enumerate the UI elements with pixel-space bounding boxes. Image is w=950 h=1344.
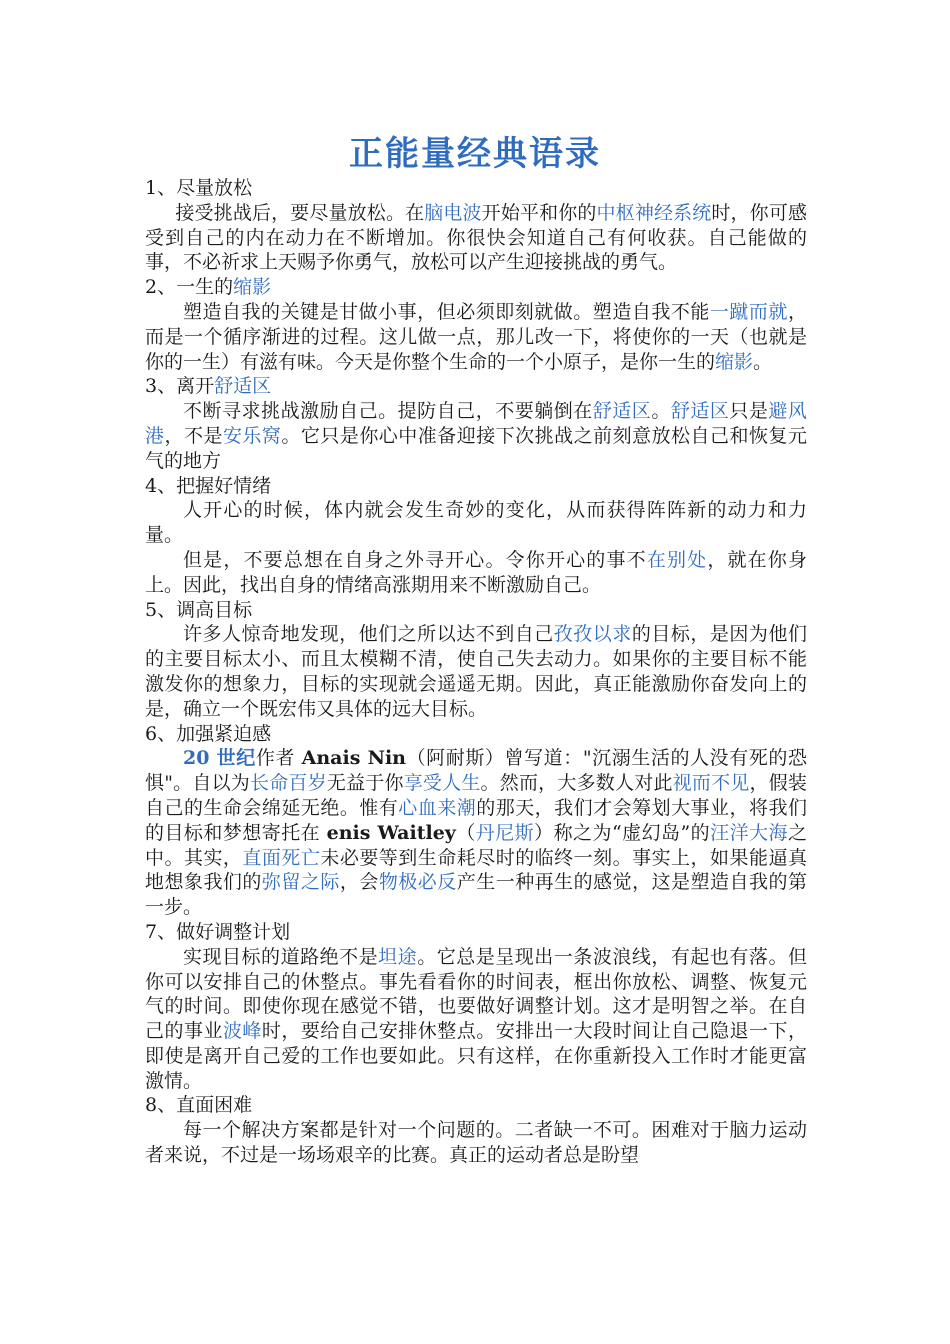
text-run: 5、调高目标: [145, 598, 253, 621]
hyperlink[interactable]: 享受人生: [403, 772, 481, 795]
hyperlink[interactable]: 脑电波: [424, 201, 482, 224]
text-run: 7、做好调整计划: [145, 920, 291, 943]
section-paragraph: [145, 746, 807, 920]
section-paragraph: [145, 622, 807, 721]
section-heading: [145, 176, 807, 201]
hyperlink[interactable]: 舒适区: [670, 400, 730, 423]
hyperlink[interactable]: 在别处: [646, 548, 708, 571]
hyperlink[interactable]: 丹尼斯: [475, 821, 535, 844]
text-run: 1、尽量放松: [145, 177, 253, 199]
hyperlink[interactable]: 舒适区: [214, 375, 272, 398]
hyperlink[interactable]: 直面死亡: [242, 846, 321, 869]
hyperlink[interactable]: 一蹴而就: [709, 300, 788, 323]
hyperlink[interactable]: 视而不见: [672, 772, 750, 795]
text-run: ，而是一个循序渐进的过程。这儿做一点，那儿改一下，将使你的一天（也就是你的一生）有滋有味。今天是你整个生命的一个小原子，是你一生的: [145, 300, 807, 373]
hyperlink[interactable]: 汪洋大海: [710, 821, 788, 844]
section-paragraph: [145, 548, 807, 598]
hyperlink[interactable]: 波峰: [222, 1020, 262, 1043]
section-heading: [145, 722, 807, 747]
text-run: 未必要等到生命耗尽时的临终一刻。事实上，如果能逼真地想象我们的: [145, 846, 807, 894]
document-body: [145, 176, 807, 1168]
text-run: ，会: [339, 871, 379, 894]
section-heading: [145, 374, 807, 399]
section-paragraph: [145, 498, 807, 548]
section-heading: [145, 275, 807, 300]
text-run: 人开心的时候，体内就会发生奇妙的变化，从而获得阵阵新的动力和力量。: [145, 499, 807, 547]
text-run: 产生一种再生的感觉，这是塑造自我的第一步。: [145, 871, 807, 919]
text-run: ，不是: [164, 424, 223, 447]
text-run: 但是，不要总想在自身之外寻开心。令你开心的事不: [183, 548, 647, 571]
text-run: 作者: [255, 747, 302, 770]
text-run: 之中。其实，: [145, 821, 807, 869]
hyperlink[interactable]: 中枢神经系统: [596, 201, 712, 224]
hyperlink[interactable]: 舒适区: [592, 400, 652, 423]
text-run: ，假装自己的生命会绵延无绝。惟有: [145, 772, 807, 819]
text-run: 每一个解决方案都是针对一个问题的。二者缺一不可。困难对于脑力运动者来说，不过是一场场艰辛的比赛。真正的运动者总是盼望: [145, 1119, 807, 1167]
text-run: 。然而，大多数人对此: [480, 772, 673, 795]
hyperlink[interactable]: 避风港: [145, 400, 807, 447]
text-run: 实现目标的道路绝不是: [183, 945, 379, 968]
hyperlink[interactable]: 心血来潮: [398, 796, 477, 819]
hyperlink[interactable]: 长命百岁: [250, 772, 327, 795]
text-run: Anais Nin: [301, 747, 406, 770]
text-run: 开始平和你的: [481, 201, 597, 224]
text-run: 不断寻求挑战激励自己。提防自己，不要躺倒在: [183, 400, 593, 423]
text-run: 。它只是你心中准备迎接下次挑战之前刻意放松自己和恢复元气的地方: [145, 424, 807, 472]
hyperlink[interactable]: 20 世纪: [183, 747, 256, 770]
section-heading: [145, 598, 807, 623]
document-title: 正能量经典语录: [349, 134, 601, 174]
text-run: 4、把握好情绪: [145, 474, 272, 497]
text-run: （阿耐斯）曾写道："沉溺生活的人没有死的恐惧"。自以为: [145, 747, 807, 795]
text-run: （: [455, 821, 476, 844]
hyperlink[interactable]: 坦途: [378, 945, 418, 968]
text-run: 。: [753, 350, 773, 373]
section-heading: [145, 474, 807, 499]
text-run: 8、直面困难: [145, 1094, 253, 1117]
text-run: 6、加强紧迫感: [145, 722, 272, 745]
text-run: 。: [651, 400, 671, 423]
section-paragraph: [145, 945, 807, 1094]
section-paragraph: [145, 399, 807, 473]
hyperlink[interactable]: 物极必反: [378, 871, 457, 894]
text-run: 2、一生的: [145, 276, 234, 299]
hyperlink[interactable]: 安乐窝: [222, 424, 282, 447]
section-paragraph: [145, 300, 807, 374]
section-heading: [145, 920, 807, 945]
text-run: 时，要给自己安排休整点。安排出一大段时间让自己隐退一下，即使是离开自己爱的工作也要如此。只有这样，在你重新投入工作时才能更富激情。: [145, 1020, 807, 1092]
text-run: 的那天，我们才会筹划大事业，将我们的目标和梦想寄托在: [145, 796, 807, 844]
section-paragraph: [145, 201, 807, 275]
text-run: 的目标，是因为他们的主要目标太小、而且太模糊不清，使自己失去动力。如果你的主要目标不能激发你的想象力，目标的实现就会遥遥无期。因此，真正能激励你奋发向上的是，确立一个既宏伟又具体的远大目标。: [145, 623, 807, 720]
hyperlink[interactable]: 弥留之际: [261, 871, 340, 894]
text-run: ）称之为“虚幻岛”的: [534, 821, 711, 844]
hyperlink[interactable]: 缩影: [715, 350, 754, 373]
text-run: 许多人惊奇地发现，他们之所以达不到自己: [183, 623, 554, 646]
hyperlink[interactable]: 孜孜以求: [553, 623, 632, 646]
text-run: enis Waitley: [326, 821, 456, 844]
text-run: 无益于你: [326, 772, 404, 795]
text-run: 。它总是呈现出一条波浪线，有起也有落。但你可以安排自己的休整点。事先看看你的时间表，框出你放松、调整、恢复元气的时间。即使你现在感觉不错，也要做好调整计划。这才是明智之举。在自己的事业: [145, 945, 807, 1043]
section-paragraph: [145, 1118, 807, 1168]
text-run: ，就在你身上。因此，找出自身的情绪高涨期用来不断激励自己。: [145, 548, 807, 596]
text-run: 只是: [729, 400, 769, 423]
text-run: 3、离开: [145, 375, 215, 398]
hyperlink[interactable]: 缩影: [233, 276, 272, 299]
text-run: 塑造自我的关键是甘做小事，但必须即刻就做。塑造自我不能: [183, 300, 710, 323]
text-run: 接受挑战后，要尽量放松。在: [175, 201, 425, 224]
text-run: 时，你可感受到自己的内在动力在不断增加。你很快会知道自己有何收获。自己能做的事，不必祈求上天赐予你勇气，放松可以产生迎接挑战的勇气。: [145, 201, 807, 274]
section-heading: [145, 1093, 807, 1118]
